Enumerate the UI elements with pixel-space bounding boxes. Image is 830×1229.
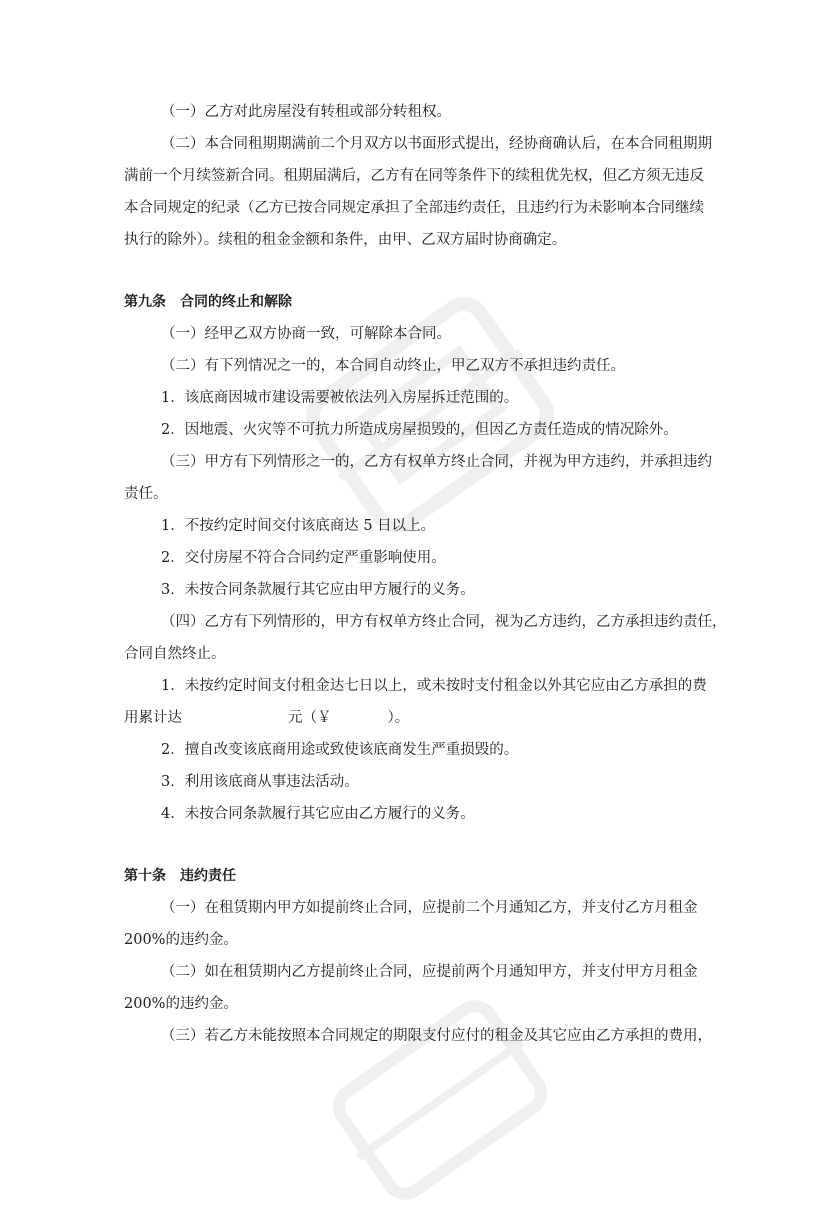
section-heading-9: 第九条 合同的终止和解除	[124, 294, 292, 310]
section-heading-10: 第十条 违约责任	[124, 868, 236, 884]
clause-paragraph: （一）经甲乙双方协商一致，可解除本合同。	[161, 326, 451, 342]
clause-paragraph-line: 200%的违约金。	[124, 932, 238, 948]
clause-paragraph-line: 合同自然终止。	[124, 646, 226, 662]
clause-paragraph-line: 执行的除外）。续租的租金金额和条件，由甲、乙双方届时协商确定。	[124, 232, 567, 248]
clause-paragraph: （一）在租赁期内甲方如提前终止合同，应提前二个月通知乙方，并支付乙方月租金	[161, 900, 698, 916]
clause-paragraph: （四）乙方有下列情形的，甲方有权单方终止合同，视为乙方违约，乙方承担违约责任，	[161, 614, 727, 630]
clause-paragraph-line: 200%的违约金。	[124, 996, 238, 1012]
section-spacer	[124, 830, 710, 860]
list-item: 4．未按合同条款履行其它应由乙方履行的义务。	[161, 806, 475, 822]
closing-paren: ）。	[387, 710, 410, 726]
clause-paragraph-line: 责任。	[124, 486, 168, 502]
clause-paragraph: （三）若乙方未能按照本合同规定的期限支付应付的租金及其它应由乙方承担的费用，	[161, 1028, 712, 1044]
clause-paragraph: （三）甲方有下列情形之一的，乙方有权单方终止合同，并视为甲方违约，并承担违约	[161, 454, 712, 470]
clause-paragraph: （二）如在租赁期内乙方提前终止合同，应提前两个月通知甲方，并支付甲方月租金	[161, 964, 698, 980]
list-item: 2．擅自改变该底商用途或致使该底商发生严重损毁的。	[161, 742, 519, 758]
list-item: 2．交付房屋不符合合同约定严重影响使用。	[161, 550, 446, 566]
list-item-line	[124, 702, 710, 734]
clause-paragraph-line: 本合同规定的纪录（乙方已按合同规定承担了全部违约责任，且违约行为未影响本合同继续	[124, 200, 704, 216]
clause-paragraph: （二）本合同租期期满前二个月双方以书面形式提出，经协商确认后，在本合同租期期	[161, 136, 712, 152]
section-spacer	[124, 256, 710, 286]
list-item: 3．未按合同条款履行其它应由甲方履行的义务。	[161, 582, 475, 598]
currency-label: 元（￥	[288, 710, 332, 726]
document-body	[124, 96, 727, 1052]
clause-paragraph: （一）乙方对此房屋没有转租或部分转租权。	[161, 104, 451, 120]
list-item: 3．利用该底商从事违法活动。	[161, 774, 359, 790]
clause-paragraph-line: 满前一个月续签新合同。租期届满后，乙方有在同等条件下的续租优先权，但乙方须无违反	[124, 168, 704, 184]
list-item: 1．该底商因城市建设需要被依法列入房屋拆迁范围的。	[161, 390, 519, 406]
list-item: 1．未按约定时间支付租金达七日以上，或未按时支付租金以外其它应由乙方承担的费	[161, 678, 707, 694]
list-item: 1．不按约定时间交付该底商达 5 日以上。	[161, 518, 436, 534]
fee-label: 用累计达	[124, 710, 182, 726]
clause-paragraph: （二）有下列情况之一的，本合同自动终止，甲乙双方不承担违约责任。	[161, 358, 625, 374]
list-item: 2．因地震、火灾等不可抗力所造成房屋损毁的，但因乙方责任造成的情况除外。	[161, 422, 678, 438]
